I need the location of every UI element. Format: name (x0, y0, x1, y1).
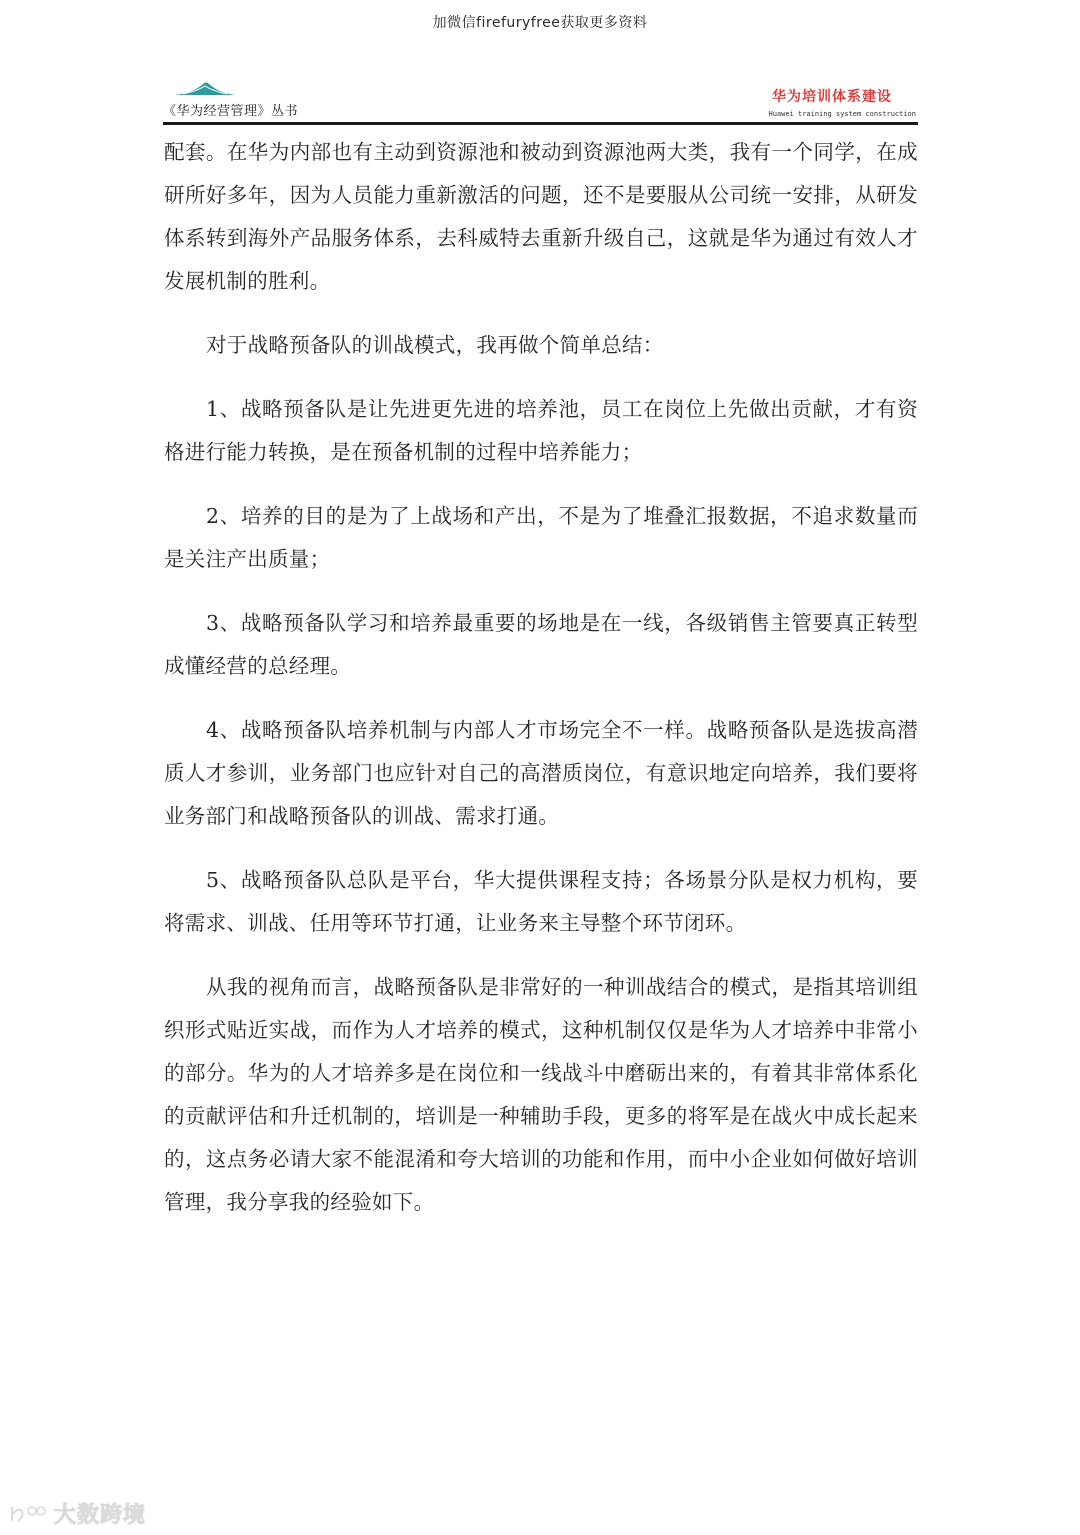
paragraph-point-3: 3、战略预备队学习和培养最重要的场地是在一线，各级销售主管要真正转型成懂经营的总经理。 (164, 611, 918, 678)
watermark-text: 大数跨境 (54, 1503, 147, 1528)
page-header (163, 78, 918, 124)
series-title: 《华为经营管理》丛书 (163, 104, 299, 119)
paragraph-point-4: 4、战略预备队培养机制与内部人才市场完全不一样。战略预备队是选拔高潜质人才参训，业务部门也应针对自己的高潜质岗位，有意识地定向培养，我们要将业务部门和战略预备队的训战、需求打通。 (164, 718, 918, 828)
paragraph-summary-intro: 对于战略预备队的训战模式，我再做个简单总结： (206, 333, 664, 357)
paragraph-continuation: 配套。在华为内部也有主动到资源池和被动到资源池两大类，我有一个同学，在成研所好多年，因为人员能力重新激活的问题，还不是要服从公司统一安排，从研发体系转到海外产品服务体系，去科威特去重新升级自己，这就是华为通过有效人才发展机制的胜利。 (164, 140, 918, 293)
paragraph-conclusion: 从我的视角而言，战略预备队是非常好的一种训战结合的模式，是指其培训组织形式贴近实战，而作为人才培养的模式，这种机制仅仅是华为人才培养中非常小的部分。华为的人才培养多是在岗位和一线战斗中磨砺出来的，有着其非常体系化的贡献评估和升迁机制的，培训是一种辅助手段，更多的将军是在战火中成长起来的，这点务必请大家不能混淆和夸大培训的功能和作用，而中小企业如何做好培训管理，我分享我的经验如下。 (164, 975, 918, 1214)
header-divider (163, 122, 918, 125)
header-book-subtitle: Huawei training system construction (768, 110, 916, 118)
header-book-title: 华为培训体系建设 (772, 89, 892, 105)
dashu-logo-icon (8, 1503, 48, 1525)
top-banner-text: 加微信firefuryfree获取更多资料 (432, 15, 648, 31)
paragraph-point-5: 5、战略预备队总队是平台，华大提供课程支持；各场景分队是权力机构，要将需求、训战、任用等环节打通，让业务来主导整个环节闭环。 (164, 868, 918, 935)
document-body (164, 131, 918, 1224)
mountain-logo-icon (175, 78, 235, 96)
watermark (8, 1498, 146, 1529)
paragraph-point-2: 2、培养的目的是为了上战场和产出，不是为了堆叠汇报数据，不追求数量而是关注产出质量； (164, 504, 918, 571)
paragraph-point-1: 1、战略预备队是让先进更先进的培养池，员工在岗位上先做出贡献，才有资格进行能力转换，是在预备机制的过程中培养能力； (164, 397, 918, 464)
